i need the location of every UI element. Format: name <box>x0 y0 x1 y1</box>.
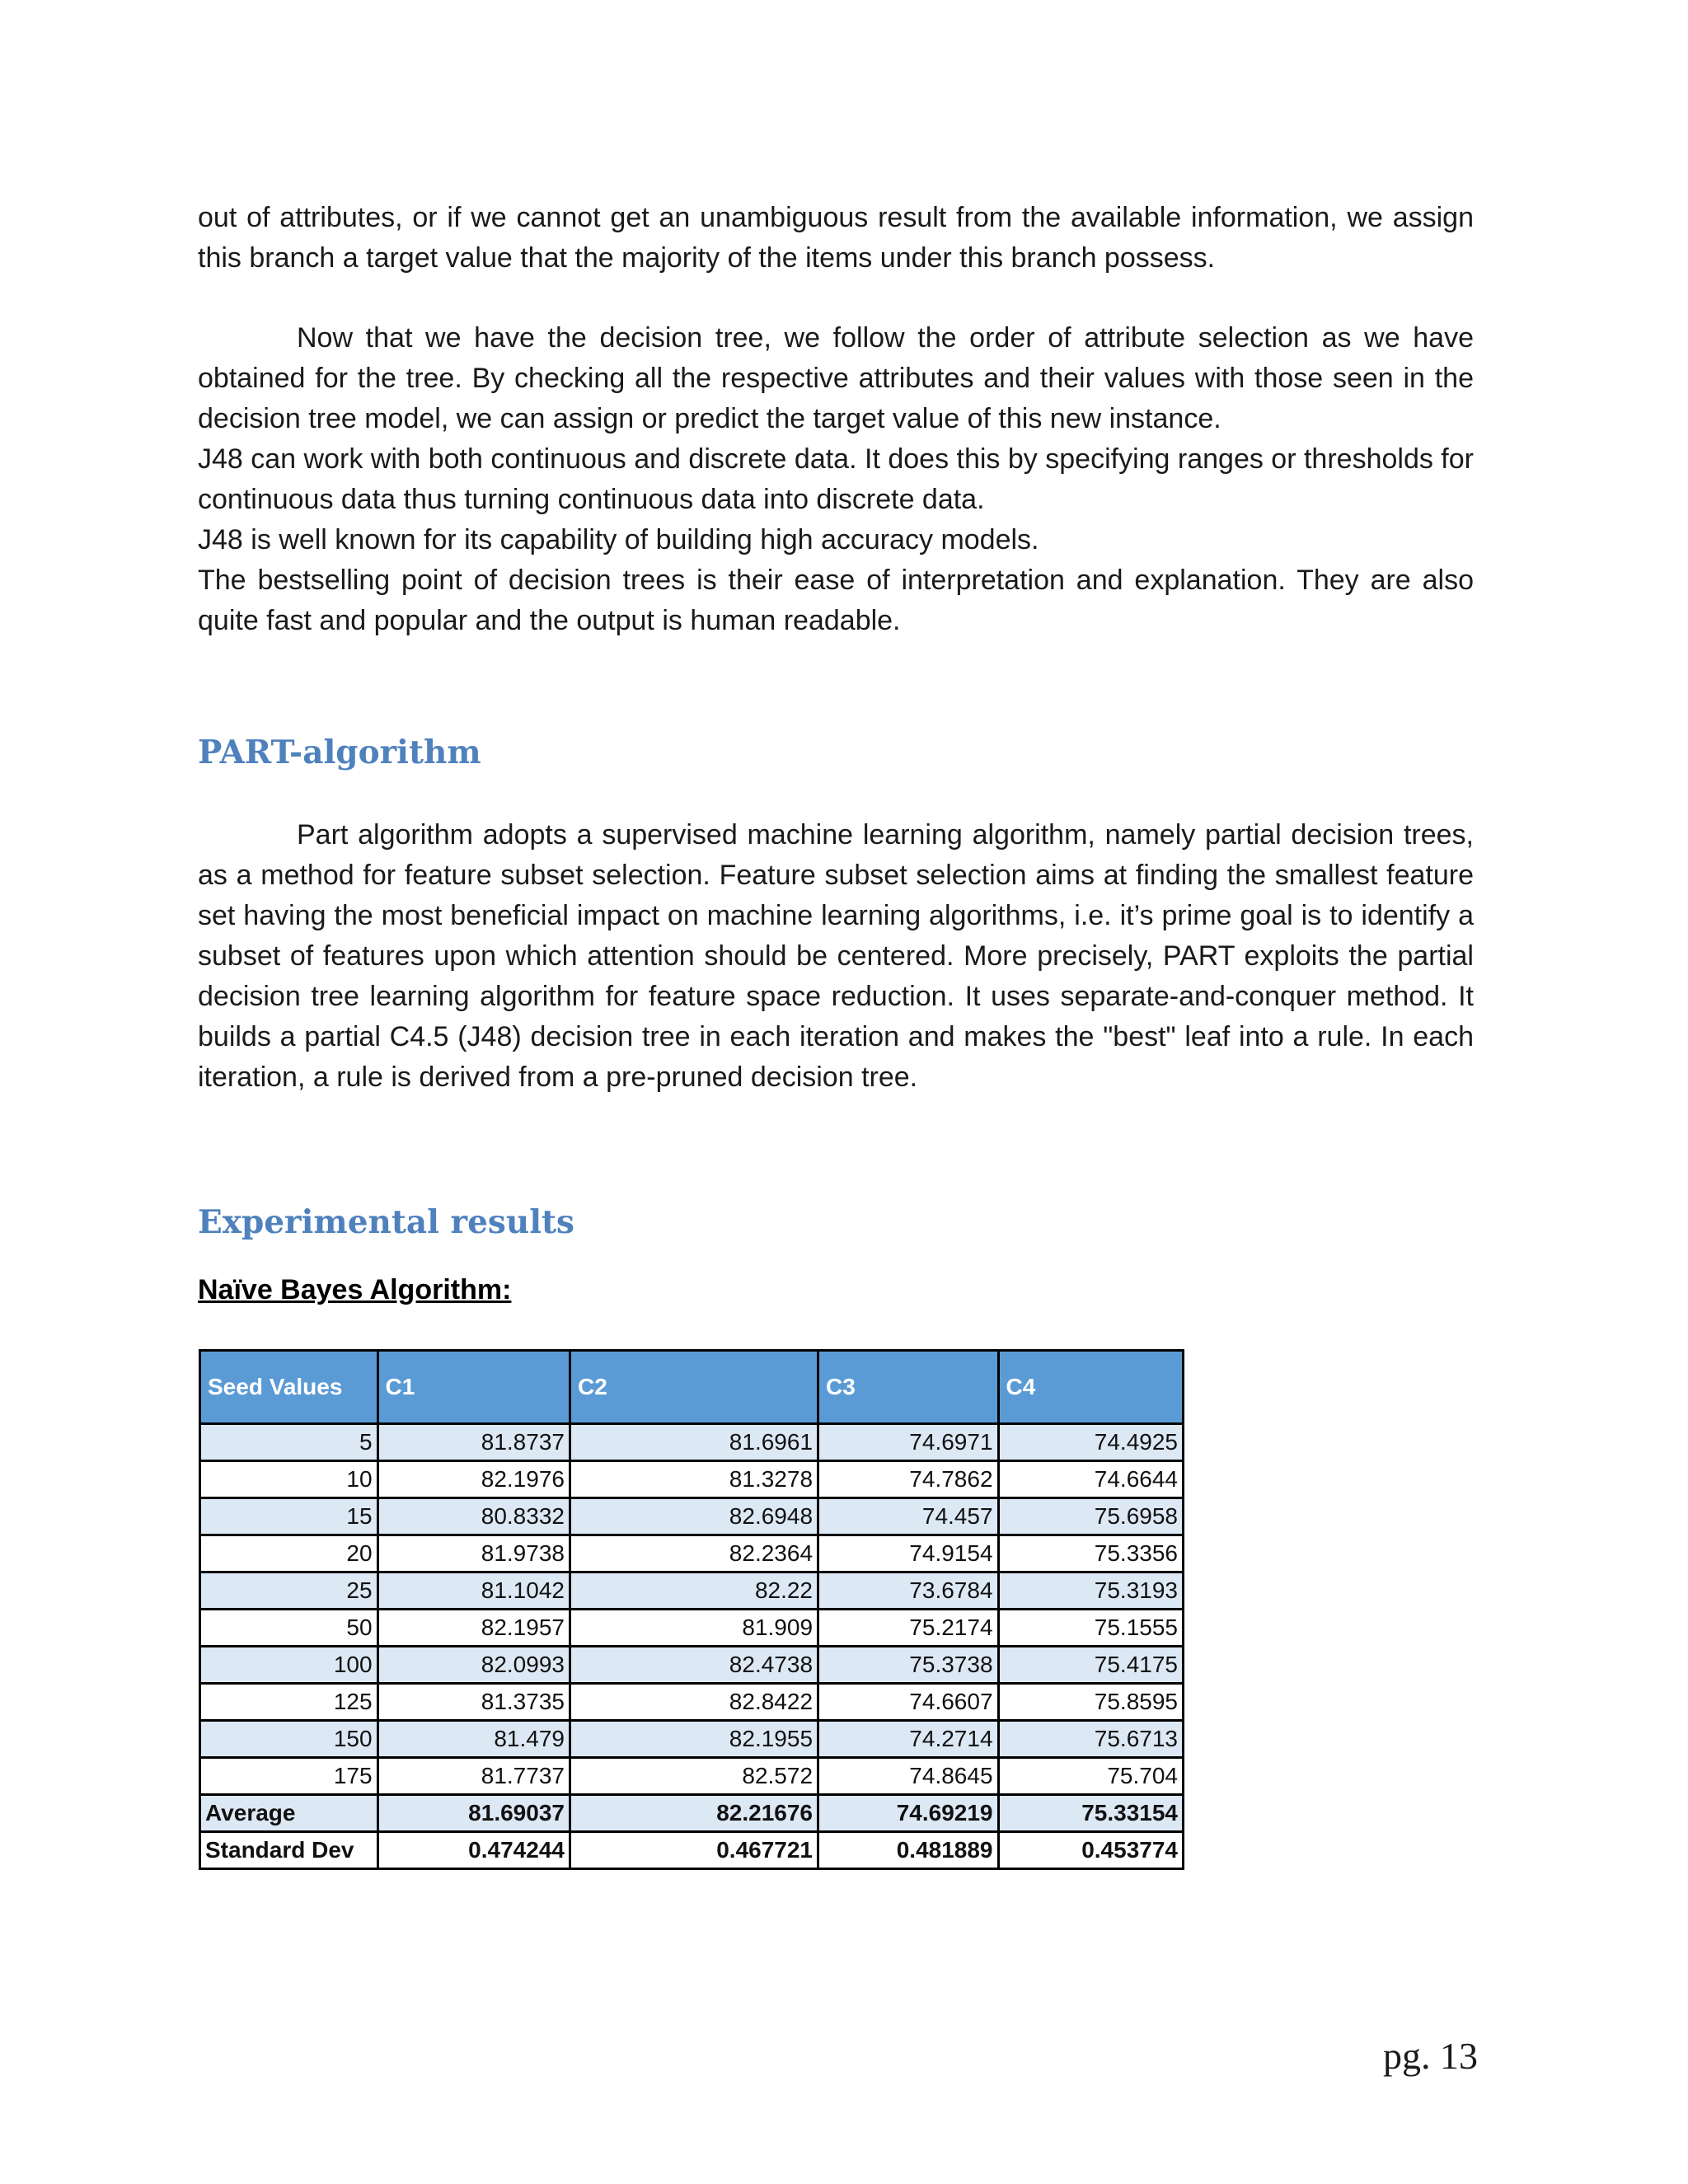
page-number: pg. 13 <box>1383 2035 1478 2077</box>
c2-cell: 81.909 <box>570 1610 818 1647</box>
table-row <box>200 1684 1184 1721</box>
table-row <box>200 1535 1184 1572</box>
seed-cell: 125 <box>200 1684 378 1721</box>
average-c1: 81.69037 <box>377 1795 570 1832</box>
c1-cell: 81.9738 <box>377 1535 570 1572</box>
c4-cell: 75.3193 <box>998 1572 1183 1610</box>
c2-cell: 82.1955 <box>570 1721 818 1758</box>
c3-cell: 73.6784 <box>818 1572 999 1610</box>
table-row <box>200 1424 1184 1461</box>
c4-cell: 74.4925 <box>998 1424 1183 1461</box>
table-row <box>200 1498 1184 1535</box>
table-row <box>200 1572 1184 1610</box>
header-seed-values: Seed Values <box>200 1351 378 1424</box>
c4-cell: 75.8595 <box>998 1684 1183 1721</box>
average-c4: 75.33154 <box>998 1795 1183 1832</box>
c1-cell: 81.7737 <box>377 1758 570 1795</box>
c3-cell: 74.7862 <box>818 1461 999 1498</box>
seed-cell: 100 <box>200 1647 378 1684</box>
table-row <box>200 1610 1184 1647</box>
c3-cell: 74.457 <box>818 1498 999 1535</box>
c2-cell: 81.6961 <box>570 1424 818 1461</box>
seed-cell: 50 <box>200 1610 378 1647</box>
naive-bayes-results-table <box>199 1349 1184 1870</box>
standard-dev-c4: 0.453774 <box>998 1832 1183 1869</box>
c1-cell: 80.8332 <box>377 1498 570 1535</box>
header-c1: C1 <box>377 1351 570 1424</box>
average-c2: 82.21676 <box>570 1795 818 1832</box>
c1-cell: 81.3735 <box>377 1684 570 1721</box>
c2-cell: 82.6948 <box>570 1498 818 1535</box>
c3-cell: 74.6607 <box>818 1684 999 1721</box>
average-c3: 74.69219 <box>818 1795 999 1832</box>
paragraph-j48-data: J48 can work with both continuous and discrete data. It does this by specifying ranges or thresholds for continuous data thus turning continuous data into discrete data. <box>198 443 1474 515</box>
c2-cell: 81.3278 <box>570 1461 818 1498</box>
standard-dev-c1: 0.474244 <box>377 1832 570 1869</box>
c1-cell: 82.0993 <box>377 1647 570 1684</box>
c4-cell: 75.3356 <box>998 1535 1183 1572</box>
table-row <box>200 1721 1184 1758</box>
c1-cell: 82.1957 <box>377 1610 570 1647</box>
naive-bayes-heading: Naïve Bayes Algorithm: <box>198 1274 512 1305</box>
c2-cell: 82.2364 <box>570 1535 818 1572</box>
part-algorithm-heading: PART-algorithm <box>198 733 481 771</box>
c3-cell: 74.8645 <box>818 1758 999 1795</box>
standard-dev-c2: 0.467721 <box>570 1832 818 1869</box>
c3-cell: 74.6971 <box>818 1424 999 1461</box>
c4-cell: 75.6713 <box>998 1721 1183 1758</box>
c3-cell: 75.3738 <box>818 1647 999 1684</box>
average-label: Average <box>200 1795 378 1832</box>
paragraph-j48-accuracy: J48 is well known for its capability of building high accuracy models. <box>198 524 1039 555</box>
paragraph-part-algorithm: Part algorithm adopts a supervised machine learning algorithm, namely partial decision trees, as a method for feature subset selection. Feature subset selection aims at finding the smallest feature set having the most beneficial impact on machine learning algorithms, i.e. it’s prime goal is to identify a subset of features upon which attention should be centered. More precisely, PART exploits the partial decision tree learning algorithm for feature space reduction. It uses separate-and-conquer method. It builds a partial C4.5 (J48) decision tree in each iteration and makes the "best" leaf into a rule. In each iteration, a rule is derived from a pre-pruned decision tree. <box>198 819 1474 1093</box>
c3-cell: 74.2714 <box>818 1721 999 1758</box>
c4-cell: 75.6958 <box>998 1498 1183 1535</box>
seed-cell: 20 <box>200 1535 378 1572</box>
standard-dev-label: Standard Dev <box>200 1832 378 1869</box>
average-row <box>200 1795 1184 1832</box>
c3-cell: 75.2174 <box>818 1610 999 1647</box>
header-c3: C3 <box>818 1351 999 1424</box>
experimental-results-heading: Experimental results <box>198 1203 574 1241</box>
seed-cell: 15 <box>200 1498 378 1535</box>
seed-cell: 150 <box>200 1721 378 1758</box>
table-row <box>200 1758 1184 1795</box>
table-row <box>200 1461 1184 1498</box>
c1-cell: 82.1976 <box>377 1461 570 1498</box>
header-c4: C4 <box>998 1351 1183 1424</box>
table-row <box>200 1647 1184 1684</box>
seed-cell: 175 <box>200 1758 378 1795</box>
seed-cell: 5 <box>200 1424 378 1461</box>
c1-cell: 81.1042 <box>377 1572 570 1610</box>
c4-cell: 74.6644 <box>998 1461 1183 1498</box>
c3-cell: 74.9154 <box>818 1535 999 1572</box>
table-header-row <box>200 1351 1184 1424</box>
c4-cell: 75.1555 <box>998 1610 1183 1647</box>
paragraph-bestselling: The bestselling point of decision trees is their ease of interpretation and explanation. They are also quite fast and popular and the output is human readable. <box>198 565 1474 636</box>
paragraph-continuation: out of attributes, or if we cannot get an unambiguous result from the available information, we assign this branch a target value that the majority of the items under this branch possess. <box>198 202 1474 274</box>
c2-cell: 82.22 <box>570 1572 818 1610</box>
c2-cell: 82.8422 <box>570 1684 818 1721</box>
c1-cell: 81.479 <box>377 1721 570 1758</box>
paragraph-decision-tree: Now that we have the decision tree, we follow the order of attribute selection as we have obtained for the tree. By checking all the respective attributes and their values with those seen in the decision tree model, we can assign or predict the target value of this new instance. <box>198 322 1474 434</box>
c4-cell: 75.4175 <box>998 1647 1183 1684</box>
c1-cell: 81.8737 <box>377 1424 570 1461</box>
c2-cell: 82.4738 <box>570 1647 818 1684</box>
standard-dev-c3: 0.481889 <box>818 1832 999 1869</box>
standard-dev-row <box>200 1832 1184 1869</box>
c2-cell: 82.572 <box>570 1758 818 1795</box>
seed-cell: 25 <box>200 1572 378 1610</box>
seed-cell: 10 <box>200 1461 378 1498</box>
c4-cell: 75.704 <box>998 1758 1183 1795</box>
header-c2: C2 <box>570 1351 818 1424</box>
